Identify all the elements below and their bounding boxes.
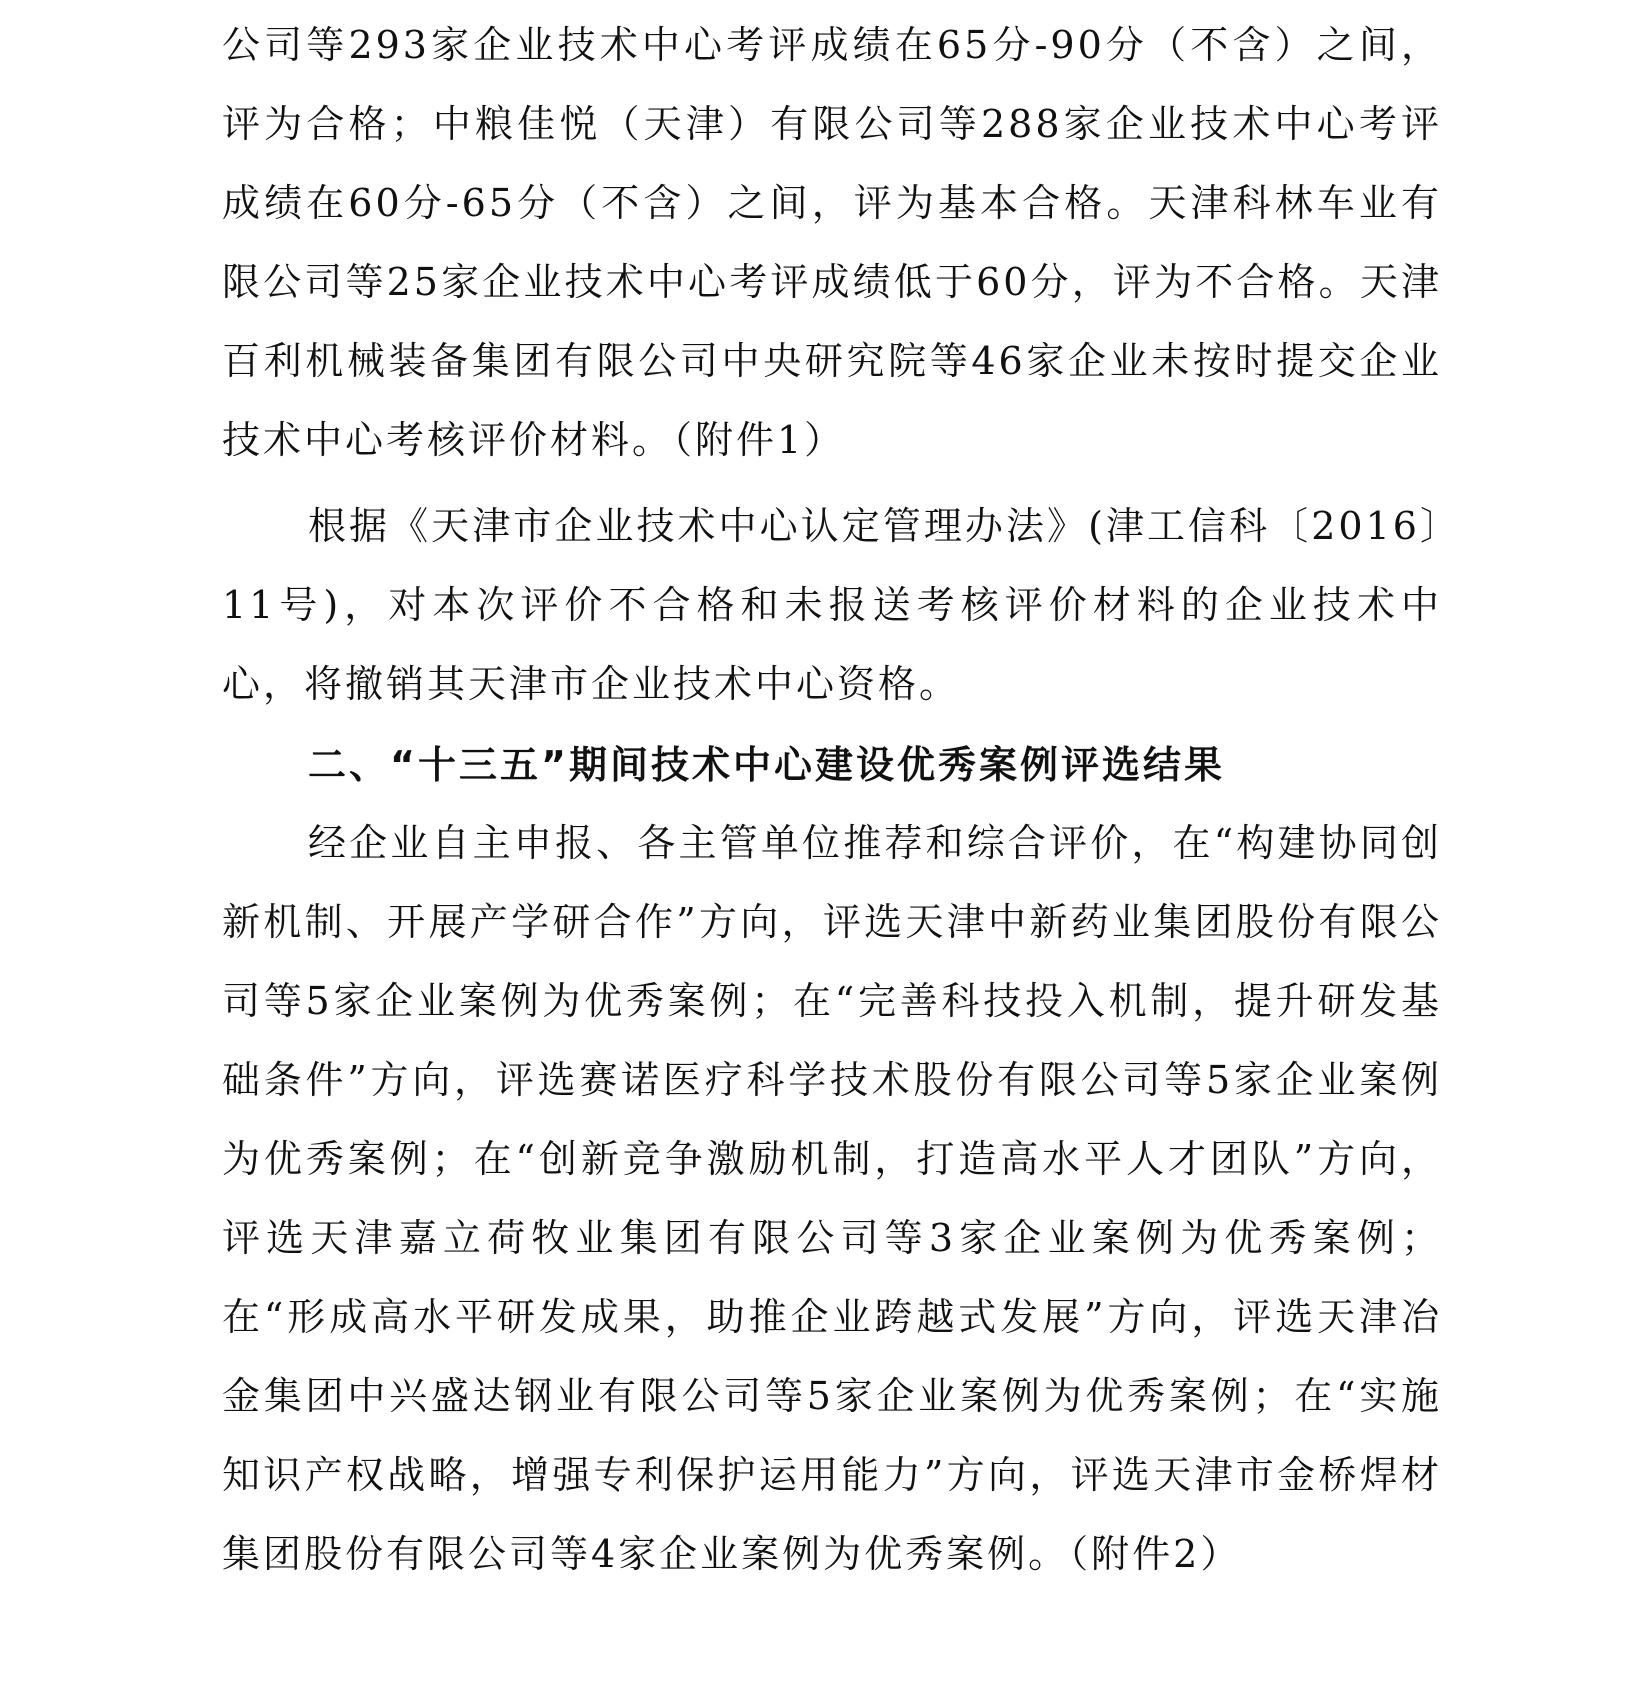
paragraph-evaluation-results: 公司等293家企业技术中心考评成绩在65分-90分（不含）之间，评为合格；中粮佳悦（天津）有限公司等288家企业技术中心考评成绩在60分-65分（不含）之间，评为基本合格。天津科林车业有限公司等25家企业技术中心考评成绩低于60分，评为不合格。天津百利机械装备集团有限公司中央研究院等46家企业未按时提交企业技术中心考核评价材料。（附件1） — [222, 23, 1442, 462]
section-two-heading: 二、“十三五”期间技术中心建设优秀案例评选结果 — [308, 743, 1225, 787]
paragraph-revocation-notice: 根据《天津市企业技术中心认定管理办法》(津工信科〔2016〕11号)，对本次评价不合格和未报送考核评价材料的企业技术中心，将撤销其天津市企业技术中心资格。 — [222, 504, 1442, 706]
paragraph-excellent-cases: 经企业自主申报、各主管单位推荐和综合评价，在“构建协同创新机制、开展产学研合作”方向，评选天津中新药业集团股份有限公司等5家企业案例为优秀案例；在“完善科技投入机制，提升研发基础条件”方向，评选赛诺医疗科学技术股份有限公司等5家企业案例为优秀案例；在“创新竞争激励机制，打造高水平人才团队”方向，评选天津嘉立荷牧业集团有限公司等3家企业案例为优秀案例；在“形成高水平研发成果，助推企业跨越式发展”方向，评选天津冶金集团中兴盛达钢业有限公司等5家企业案例为优秀案例；在“实施知识产权战略，增强专利保护运用能力”方向，评选天津市金桥焊材集团股份有限公司等4家企业案例为优秀案例。（附件2） — [222, 821, 1442, 1576]
